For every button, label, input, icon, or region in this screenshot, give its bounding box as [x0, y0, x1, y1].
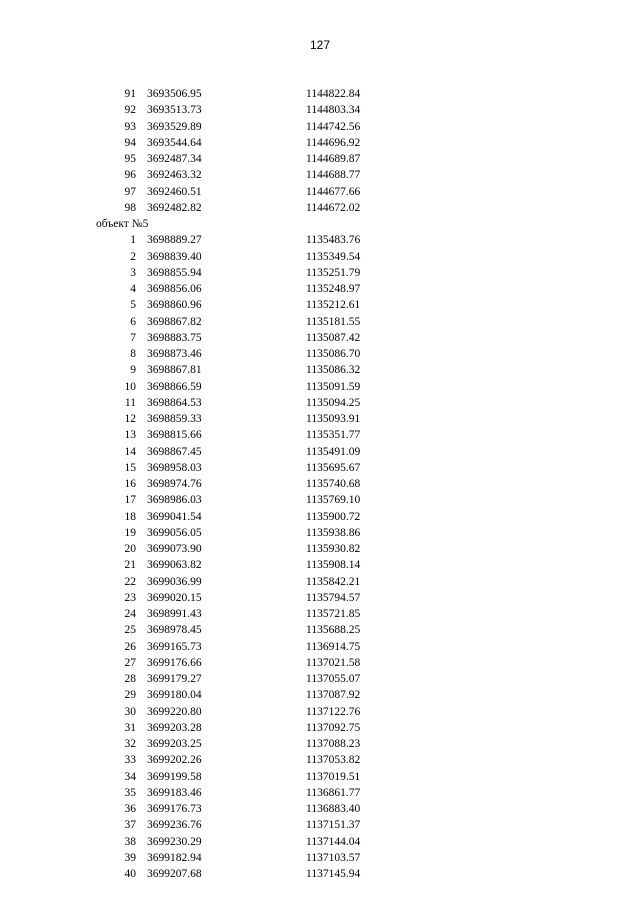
point-number: 31: [124, 721, 136, 734]
point-number: 16: [124, 478, 136, 490]
x-coordinate: 3699203.25: [147, 738, 202, 750]
y-coordinate: 1144677.66: [306, 185, 361, 198]
table-row: [0, 639, 640, 655]
x-coordinate: 3698883.75: [147, 331, 202, 344]
y-coordinate: 1136914.75: [306, 640, 361, 653]
table-row: [0, 687, 640, 703]
point-number: 34: [124, 770, 136, 783]
y-coordinate: 1137088.23: [306, 738, 361, 750]
table-row: [0, 314, 640, 330]
point-number: 17: [124, 494, 136, 507]
point-number: 21: [124, 559, 136, 572]
x-coordinate: 3698855.94: [147, 266, 202, 279]
point-number: 1: [130, 234, 136, 247]
point-number: 25: [124, 624, 136, 637]
section-title: объект №5: [96, 218, 149, 230]
point-number: 5: [130, 299, 136, 312]
table-row: [0, 769, 640, 785]
y-coordinate: 1137151.37: [306, 819, 361, 832]
table-row: [0, 281, 640, 297]
x-coordinate: 3692463.32: [147, 169, 202, 182]
y-coordinate: 1135093.91: [306, 413, 361, 425]
x-coordinate: 3699041.54: [147, 510, 202, 523]
y-coordinate: 1135908.14: [306, 559, 361, 572]
y-coordinate: 1135087.42: [306, 331, 361, 344]
x-coordinate: 3699183.46: [147, 786, 202, 799]
x-coordinate: 3698958.03: [147, 461, 202, 474]
table-row: [0, 525, 640, 541]
table-row: [0, 606, 640, 622]
table-row: [0, 184, 640, 200]
x-coordinate: 3698839.40: [147, 250, 202, 263]
table-row: [0, 801, 640, 817]
point-number: 2: [130, 250, 136, 263]
table-row: [0, 492, 640, 508]
point-number: 28: [124, 673, 136, 685]
point-number: 95: [124, 153, 136, 165]
table-row: [0, 704, 640, 720]
table-row: [0, 557, 640, 573]
x-coordinate: 3699165.73: [147, 640, 202, 653]
x-coordinate: 3699207.68: [147, 868, 202, 880]
point-number: 13: [124, 429, 136, 442]
x-coordinate: 3699176.73: [147, 803, 202, 815]
y-coordinate: 1135938.86: [306, 526, 361, 539]
coordinate-group-previous-object: [0, 86, 640, 216]
table-row: [0, 379, 640, 395]
section-row: [0, 216, 640, 232]
point-number: 8: [130, 348, 136, 360]
point-number: 14: [124, 445, 136, 458]
x-coordinate: 3698867.82: [147, 315, 202, 328]
y-coordinate: 1137021.58: [306, 656, 361, 669]
y-coordinate: 1135086.70: [306, 348, 361, 360]
table-row: [0, 736, 640, 752]
y-coordinate: 1144688.77: [306, 169, 361, 182]
table-row: [0, 590, 640, 606]
table-row: [0, 86, 640, 102]
table-row: [0, 265, 640, 281]
y-coordinate: 1135251.79: [306, 266, 361, 279]
table-row: [0, 249, 640, 265]
table-row: [0, 866, 640, 882]
x-coordinate: 3698864.53: [147, 396, 202, 409]
x-coordinate: 3698991.43: [147, 608, 202, 620]
y-coordinate: 1137103.57: [306, 851, 361, 864]
y-coordinate: 1136883.40: [306, 803, 361, 815]
y-coordinate: 1136861.77: [306, 786, 361, 799]
x-coordinate: 3699036.99: [147, 575, 202, 588]
x-coordinate: 3692460.51: [147, 185, 202, 198]
x-coordinate: 3699199.58: [147, 770, 202, 783]
point-number: 92: [124, 104, 136, 117]
y-coordinate: 1137144.04: [306, 835, 361, 848]
y-coordinate: 1135695.67: [306, 461, 361, 474]
table-row: [0, 541, 640, 557]
point-number: 7: [130, 331, 136, 344]
point-number: 30: [124, 705, 136, 718]
x-coordinate: 3698867.45: [147, 445, 202, 458]
y-coordinate: 1135483.76: [306, 234, 361, 247]
x-coordinate: 3698859.33: [147, 413, 202, 425]
point-number: 23: [124, 591, 136, 604]
y-coordinate: 1135086.32: [306, 364, 361, 377]
point-number: 35: [124, 786, 136, 799]
coordinate-group-object-5: [0, 232, 640, 882]
x-coordinate: 3699179.27: [147, 673, 202, 685]
y-coordinate: 1135930.82: [306, 543, 361, 555]
table-row: [0, 444, 640, 460]
point-number: 29: [124, 689, 136, 702]
x-coordinate: 3699230.29: [147, 835, 202, 848]
table-row: [0, 395, 640, 411]
x-coordinate: 3698867.81: [147, 364, 202, 377]
y-coordinate: 1137087.92: [306, 689, 361, 702]
x-coordinate: 3699202.26: [147, 754, 202, 767]
x-coordinate: 3698986.03: [147, 494, 202, 507]
point-number: 94: [124, 136, 136, 149]
y-coordinate: 1137122.76: [306, 705, 361, 718]
point-number: 12: [124, 413, 136, 425]
x-coordinate: 3692487.34: [147, 153, 202, 165]
point-number: 6: [130, 315, 136, 328]
y-coordinate: 1144689.87: [306, 153, 361, 165]
point-number: 38: [124, 835, 136, 848]
y-coordinate: 1135769.10: [306, 494, 361, 507]
table-row: [0, 200, 640, 216]
table-row: [0, 655, 640, 671]
y-coordinate: 1144672.02: [306, 201, 361, 214]
y-coordinate: 1144696.92: [306, 136, 361, 149]
point-number: 19: [124, 526, 136, 539]
table-row: [0, 509, 640, 525]
point-number: 9: [130, 364, 136, 377]
y-coordinate: 1135688.25: [306, 624, 361, 637]
y-coordinate: 1135721.85: [306, 608, 361, 620]
x-coordinate: 3698974.76: [147, 478, 202, 490]
table-row: [0, 167, 640, 183]
table-row: [0, 817, 640, 833]
table-row: [0, 427, 640, 443]
point-number: 18: [124, 510, 136, 523]
y-coordinate: 1135181.55: [306, 315, 361, 328]
point-number: 36: [124, 803, 136, 815]
point-number: 15: [124, 461, 136, 474]
x-coordinate: 3698978.45: [147, 624, 202, 637]
x-coordinate: 3698815.66: [147, 429, 202, 442]
point-number: 26: [124, 640, 136, 653]
y-coordinate: 1137145.94: [306, 868, 361, 880]
table-row: [0, 785, 640, 801]
y-coordinate: 1144803.34: [306, 104, 361, 117]
x-coordinate: 3699220.80: [147, 705, 202, 718]
page-number: 127: [309, 38, 331, 52]
y-coordinate: 1144822.84: [306, 88, 361, 100]
table-row: [0, 411, 640, 427]
x-coordinate: 3699176.66: [147, 656, 202, 669]
x-coordinate: 3699056.05: [147, 526, 202, 539]
table-row: [0, 297, 640, 313]
y-coordinate: 1135351.77: [306, 429, 361, 442]
y-coordinate: 1135740.68: [306, 478, 361, 490]
x-coordinate: 3699236.76: [147, 819, 202, 832]
table-row: [0, 476, 640, 492]
point-number: 37: [124, 819, 136, 832]
table-row: [0, 671, 640, 687]
table-row: [0, 346, 640, 362]
x-coordinate: 3693544.64: [147, 136, 202, 149]
x-coordinate: 3698856.06: [147, 283, 202, 295]
x-coordinate: 3693529.89: [147, 120, 202, 133]
y-coordinate: 1135794.57: [306, 591, 361, 604]
y-coordinate: 1135094.25: [306, 396, 361, 409]
x-coordinate: 3699063.82: [147, 559, 202, 572]
point-number: 20: [124, 543, 136, 555]
point-number: 33: [124, 754, 136, 767]
y-coordinate: 1137053.82: [306, 754, 361, 767]
y-coordinate: 1144742.56: [306, 120, 361, 133]
y-coordinate: 1135900.72: [306, 510, 361, 523]
y-coordinate: 1135212.61: [306, 299, 361, 312]
x-coordinate: 3693506.95: [147, 88, 202, 100]
y-coordinate: 1135842.21: [306, 575, 361, 588]
coordinate-table: [0, 86, 640, 882]
x-coordinate: 3693513.73: [147, 104, 202, 117]
x-coordinate: 3698860.96: [147, 299, 202, 312]
point-number: 10: [124, 380, 136, 393]
point-number: 93: [124, 120, 136, 133]
point-number: 40: [124, 868, 136, 880]
point-number: 3: [130, 266, 136, 279]
x-coordinate: 3699180.04: [147, 689, 202, 702]
x-coordinate: 3698873.46: [147, 348, 202, 360]
table-row: [0, 330, 640, 346]
y-coordinate: 1135248.97: [306, 283, 361, 295]
y-coordinate: 1137019.51: [306, 770, 361, 783]
x-coordinate: 3699182.94: [147, 851, 202, 864]
table-row: [0, 460, 640, 476]
table-row: [0, 119, 640, 135]
table-row: [0, 135, 640, 151]
point-number: 22: [124, 575, 136, 588]
table-row: [0, 574, 640, 590]
x-coordinate: 3698889.27: [147, 234, 202, 247]
point-number: 91: [124, 88, 136, 100]
x-coordinate: 3699073.90: [147, 543, 202, 555]
table-row: [0, 834, 640, 850]
y-coordinate: 1135349.54: [306, 250, 361, 263]
table-row: [0, 102, 640, 118]
x-coordinate: 3692482.82: [147, 201, 202, 214]
y-coordinate: 1137055.07: [306, 673, 361, 685]
point-number: 27: [124, 656, 136, 669]
y-coordinate: 1137092.75: [306, 721, 361, 734]
x-coordinate: 3699203.28: [147, 721, 202, 734]
y-coordinate: 1135091.59: [306, 380, 361, 393]
table-row: [0, 752, 640, 768]
point-number: 24: [124, 608, 136, 620]
x-coordinate: 3698866.59: [147, 380, 202, 393]
point-number: 11: [124, 396, 136, 409]
y-coordinate: 1135491.09: [306, 445, 361, 458]
table-row: [0, 720, 640, 736]
point-number: 96: [124, 169, 136, 182]
table-row: [0, 622, 640, 638]
table-row: [0, 362, 640, 378]
table-row: [0, 232, 640, 248]
point-number: 32: [124, 738, 136, 750]
point-number: 39: [124, 851, 136, 864]
point-number: 97: [124, 185, 136, 198]
point-number: 98: [124, 201, 136, 214]
table-row: [0, 151, 640, 167]
table-row: [0, 850, 640, 866]
x-coordinate: 3699020.15: [147, 591, 202, 604]
point-number: 4: [130, 283, 136, 295]
